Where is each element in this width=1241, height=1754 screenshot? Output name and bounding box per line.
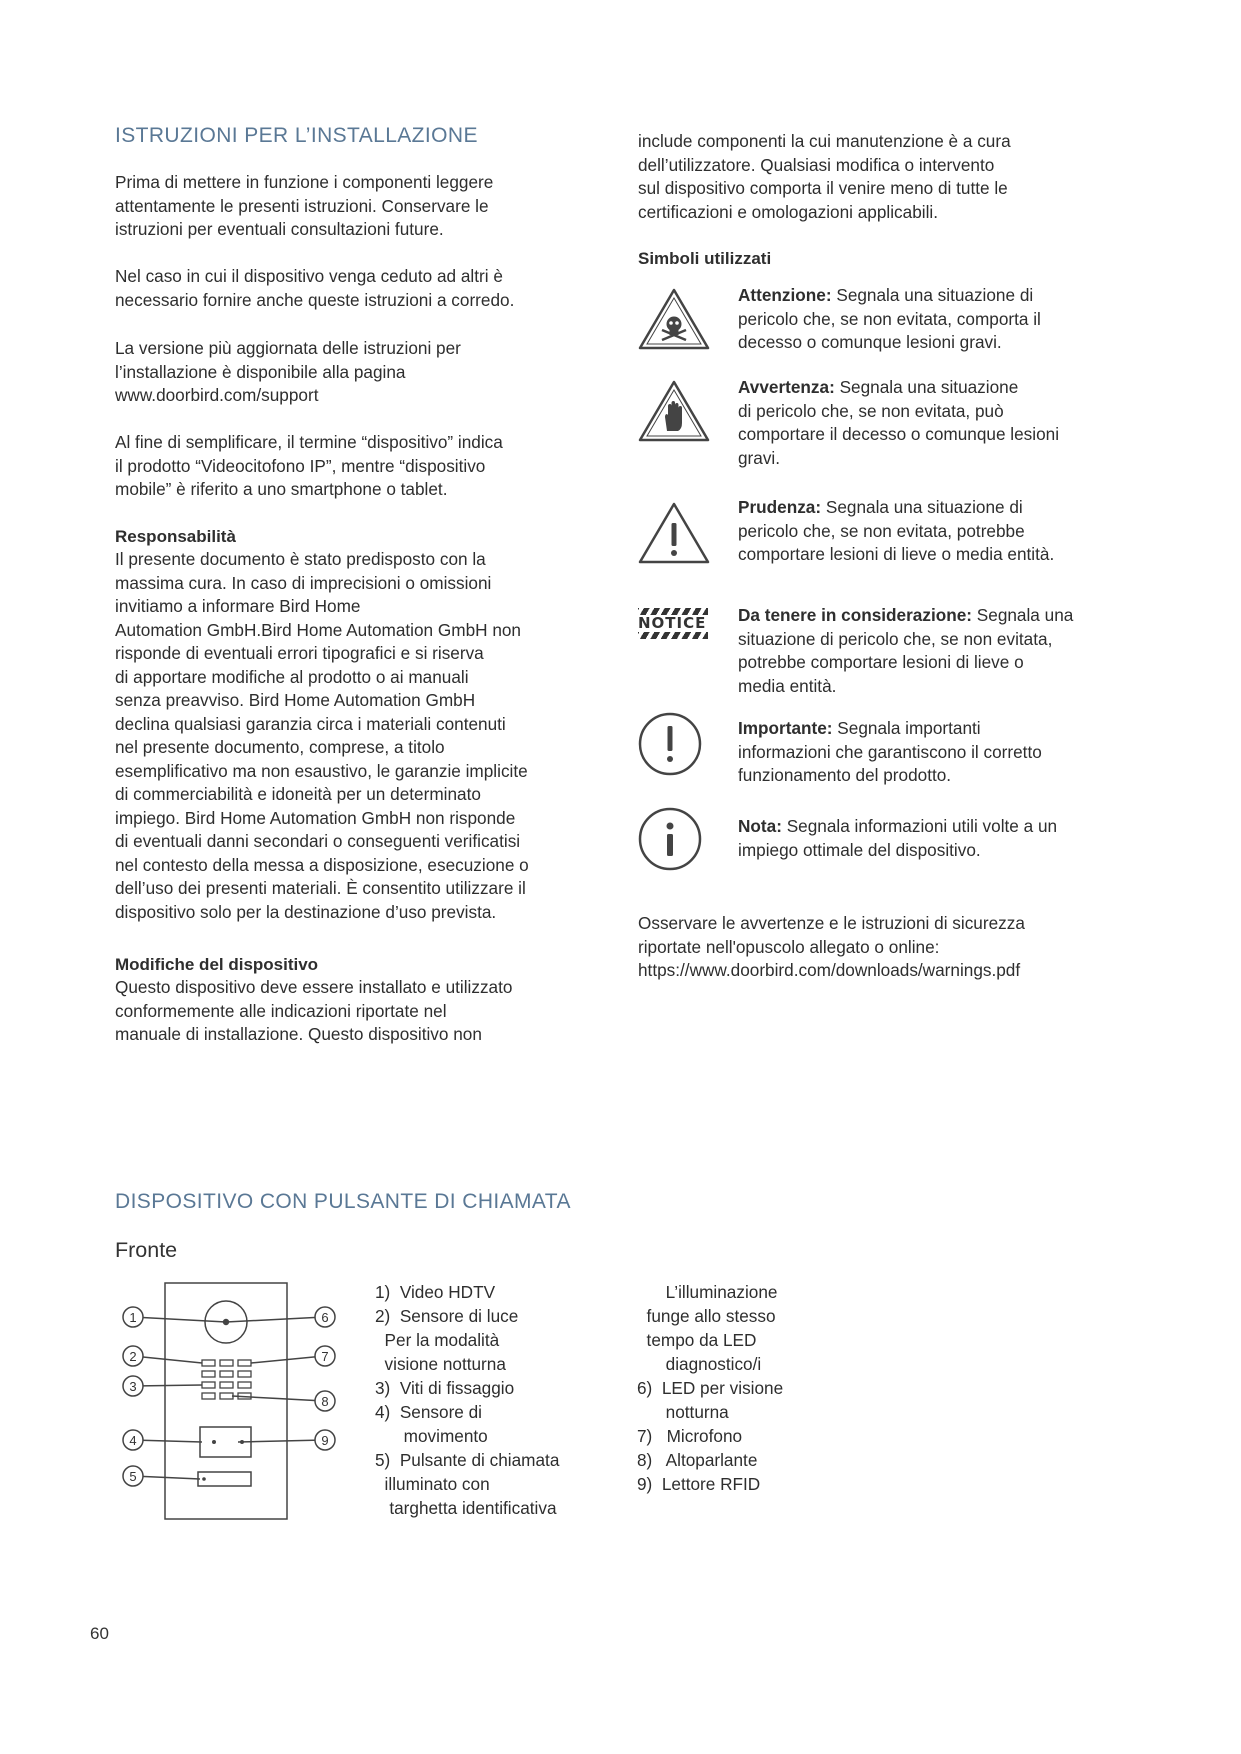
text-line: nel contesto della messa a disposizione, esecuzione o bbox=[115, 854, 529, 875]
text-line: informazioni che garantiscono il corretto bbox=[738, 741, 1042, 762]
notice-stripe bbox=[638, 632, 708, 639]
legend-line: movimento bbox=[375, 1426, 488, 1446]
callout-number: 8 bbox=[321, 1394, 329, 1409]
important-circle-icon bbox=[638, 711, 710, 777]
text-line: di eventuali danni secondari o conseguenti verificatisi bbox=[115, 831, 521, 851]
keypad-grid bbox=[202, 1360, 251, 1399]
legend-line: 3) Viti di fissaggio bbox=[375, 1378, 515, 1398]
text-line: impiego ottimale del dispositivo. bbox=[738, 839, 981, 860]
notice-icon bbox=[638, 608, 710, 639]
text-line: Questo dispositivo deve essere installato e utilizzato bbox=[115, 977, 513, 997]
text-line: il prodotto “Videocitofono IP”, mentre “dispositivo bbox=[115, 455, 486, 476]
text-line: istruzioni per eventuali consultazioni future. bbox=[115, 219, 444, 239]
text-line: certificazioni e omologazioni applicabili. bbox=[638, 201, 938, 222]
callout-number: 3 bbox=[129, 1379, 137, 1394]
text-line: senza preavviso. Bird Home Automation GmbH bbox=[115, 690, 476, 710]
legend-line: 2) Sensore di luce bbox=[375, 1306, 519, 1326]
legend-line: funge allo stesso bbox=[637, 1306, 776, 1326]
text-line: Il presente documento è stato predisposto con la bbox=[115, 549, 486, 569]
text-line: nel presente documento, comprese, a titolo bbox=[115, 737, 445, 757]
legend-line: L’illuminazione bbox=[637, 1282, 778, 1302]
text-line: Segnala importanti bbox=[832, 718, 981, 738]
symbol-description bbox=[738, 717, 1133, 788]
text-line: La versione più aggiornata delle istruzioni per bbox=[115, 338, 461, 358]
symbol-description bbox=[738, 496, 1133, 567]
page-number: 60 bbox=[90, 1624, 109, 1643]
exclamation-triangle-icon bbox=[638, 501, 710, 565]
device-front-diagram bbox=[112, 1278, 348, 1528]
callout-number: 5 bbox=[129, 1469, 137, 1484]
text-line: dell’uso dei presenti materiali. È consentito utilizzare il bbox=[115, 878, 526, 898]
text-line: situazione di pericolo che, se non evitata, bbox=[738, 628, 1053, 649]
text-line: impiego. Bird Home Automation GmbH non risponde bbox=[115, 807, 516, 828]
symbol-label: Importante: bbox=[738, 718, 833, 738]
legend-line: 1) Video HDTV bbox=[375, 1282, 496, 1302]
warnings-pdf-link[interactable]: https://www.doorbird.com/downloads/warnings.pdf bbox=[638, 960, 1021, 980]
text-line: Segnala una situazione bbox=[834, 377, 1019, 397]
text-line: Segnala una situazione di bbox=[831, 285, 1034, 305]
callout-number: 6 bbox=[321, 1310, 329, 1325]
sensor-dot bbox=[212, 1440, 216, 1444]
text-line: sul dispositivo comporta il venire meno di tutte le bbox=[638, 178, 1008, 198]
text-line: dispositivo solo per la destinazione d’uso prevista. bbox=[115, 901, 497, 922]
text-line: include componenti la cui manutenzione è a cura bbox=[638, 131, 1011, 151]
text-line: necessario fornire anche queste istruzioni a corredo. bbox=[115, 289, 515, 310]
legend-column-2 bbox=[637, 1280, 887, 1496]
notice-label: NOTICE bbox=[638, 614, 707, 632]
legend-line: diagnostico/i bbox=[637, 1354, 762, 1374]
text-line: massima cura. In caso di imprecisioni o omissioni bbox=[115, 572, 492, 593]
device-housing bbox=[165, 1283, 287, 1519]
definition-paragraph bbox=[115, 431, 605, 502]
text-line: media entità. bbox=[738, 675, 837, 696]
callout-line bbox=[133, 1317, 226, 1322]
symbol-description bbox=[738, 284, 1133, 355]
support-link[interactable]: www.doorbird.com/support bbox=[115, 385, 319, 405]
text-line: Al fine di semplificare, il termine “dispositivo” indica bbox=[115, 432, 503, 452]
legend-line: visione notturna bbox=[375, 1354, 506, 1374]
text-line: risponde di eventuali errori tipografici e si riserva bbox=[115, 643, 484, 663]
text-line: invitiamo a informare Bird Home bbox=[115, 596, 361, 616]
legend-line: 5) Pulsante di chiamata bbox=[375, 1450, 560, 1470]
section-title-installation: ISTRUZIONI PER L’INSTALLAZIONE bbox=[115, 124, 478, 147]
text-line: gravi. bbox=[738, 447, 781, 468]
text-line: attentamente le presenti istruzioni. Conservare le bbox=[115, 195, 489, 216]
callout-number: 7 bbox=[321, 1349, 329, 1364]
text-line: esemplificativo ma non esaustivo, le garanzie implicite bbox=[115, 760, 528, 781]
text-line: potrebbe comportare lesioni di lieve o bbox=[738, 652, 1024, 672]
symbols-heading: Simboli utilizzati bbox=[638, 249, 772, 268]
symbol-label: Prudenza: bbox=[738, 497, 822, 517]
text-line: Automation GmbH.Bird Home Automation GmbH non bbox=[115, 619, 521, 640]
text-line: decesso o comunque lesioni gravi. bbox=[738, 332, 1002, 352]
text-line: Segnala una bbox=[972, 605, 1074, 625]
modifications-section bbox=[115, 954, 615, 1047]
text-line: Segnala una situazione di bbox=[821, 497, 1023, 517]
call-button bbox=[198, 1472, 251, 1486]
info-circle-icon bbox=[638, 806, 710, 872]
symbol-label: Attenzione: bbox=[738, 285, 832, 305]
callout-number: 2 bbox=[129, 1349, 137, 1364]
hand-warning-icon bbox=[638, 379, 710, 443]
latest-version-paragraph bbox=[115, 337, 605, 408]
symbol-description bbox=[738, 604, 1133, 698]
modifications-continued bbox=[638, 130, 1138, 224]
skull-warning-icon bbox=[638, 287, 710, 351]
transfer-paragraph bbox=[115, 265, 605, 312]
legend-line: 9) Lettore RFID bbox=[637, 1474, 761, 1494]
text-line: di pericolo che, se non evitata, può bbox=[738, 400, 1004, 421]
text-line: Prima di mettere in funzione i componenti leggere bbox=[115, 172, 494, 192]
callout-number: 1 bbox=[129, 1310, 137, 1325]
button-dot bbox=[202, 1477, 206, 1481]
legend-line: 8) Altoparlante bbox=[637, 1450, 758, 1470]
text-line: declina qualsiasi garanzia circa i materiali contenuti bbox=[115, 713, 506, 734]
sensor-dot bbox=[240, 1440, 244, 1444]
text-line: manuale di installazione. Questo dispositivo non bbox=[115, 1024, 482, 1044]
text-line: pericolo che, se non evitata, comporta il bbox=[738, 308, 1041, 329]
symbol-description bbox=[738, 815, 1133, 862]
text-line: comportare il decesso o comunque lesioni bbox=[738, 424, 1060, 444]
modifications-heading: Modifiche del dispositivo bbox=[115, 955, 319, 974]
legend-line: 4) Sensore di bbox=[375, 1402, 483, 1422]
text-line: mobile” è riferito a uno smartphone o tablet. bbox=[115, 479, 448, 499]
liability-section bbox=[115, 526, 615, 924]
text-line: di apportare modifiche al prodotto o ai manuali bbox=[115, 666, 469, 687]
symbol-description bbox=[738, 376, 1133, 470]
text-line: funzionamento del prodotto. bbox=[738, 765, 952, 785]
text-line: conformemente alle indicazioni riportate nel bbox=[115, 1000, 447, 1021]
text-line: Segnala informazioni utili volte a un bbox=[781, 816, 1058, 836]
safety-warnings-paragraph bbox=[638, 912, 1158, 983]
text-line: Nel caso in cui il dispositivo venga ceduto ad altri è bbox=[115, 266, 503, 286]
text-line: dell’utilizzatore. Qualsiasi modifica o intervento bbox=[638, 154, 995, 175]
section-title-device: DISPOSITIVO CON PULSANTE DI CHIAMATA bbox=[115, 1190, 571, 1213]
legend-line: 7) Microfono bbox=[637, 1426, 743, 1446]
legend-line: targhetta identificativa bbox=[375, 1498, 557, 1518]
legend-line: illuminato con bbox=[375, 1474, 490, 1494]
callout-number: 4 bbox=[129, 1433, 137, 1448]
text-line: pericolo che, se non evitata, potrebbe bbox=[738, 520, 1025, 541]
symbol-label: Nota: bbox=[738, 816, 782, 836]
text-line: comportare lesioni di lieve o media entità. bbox=[738, 544, 1055, 564]
text-line: di commerciabilità e idoneità per un determinato bbox=[115, 784, 481, 804]
text-line: riportate nell'opuscolo allegato o online: bbox=[638, 936, 940, 957]
symbol-label: Avvertenza: bbox=[738, 377, 835, 397]
legend-line: notturna bbox=[637, 1402, 729, 1422]
legend-line: 6) LED per visione bbox=[637, 1378, 784, 1398]
legend-column-1 bbox=[375, 1280, 625, 1520]
liability-heading: Responsabilità bbox=[115, 527, 236, 546]
legend-line: tempo da LED bbox=[637, 1330, 757, 1350]
legend-line: Per la modalità bbox=[375, 1330, 500, 1350]
text-line: Osservare le avvertenze e le istruzioni di sicurezza bbox=[638, 913, 1025, 933]
symbol-label: Da tenere in considerazione: bbox=[738, 605, 973, 625]
front-subtitle: Fronte bbox=[115, 1238, 178, 1262]
text-line: l’installazione è disponibile alla pagina bbox=[115, 361, 406, 382]
intro-paragraph bbox=[115, 171, 605, 242]
callout-line bbox=[226, 1317, 324, 1322]
callout-number: 9 bbox=[321, 1433, 329, 1448]
